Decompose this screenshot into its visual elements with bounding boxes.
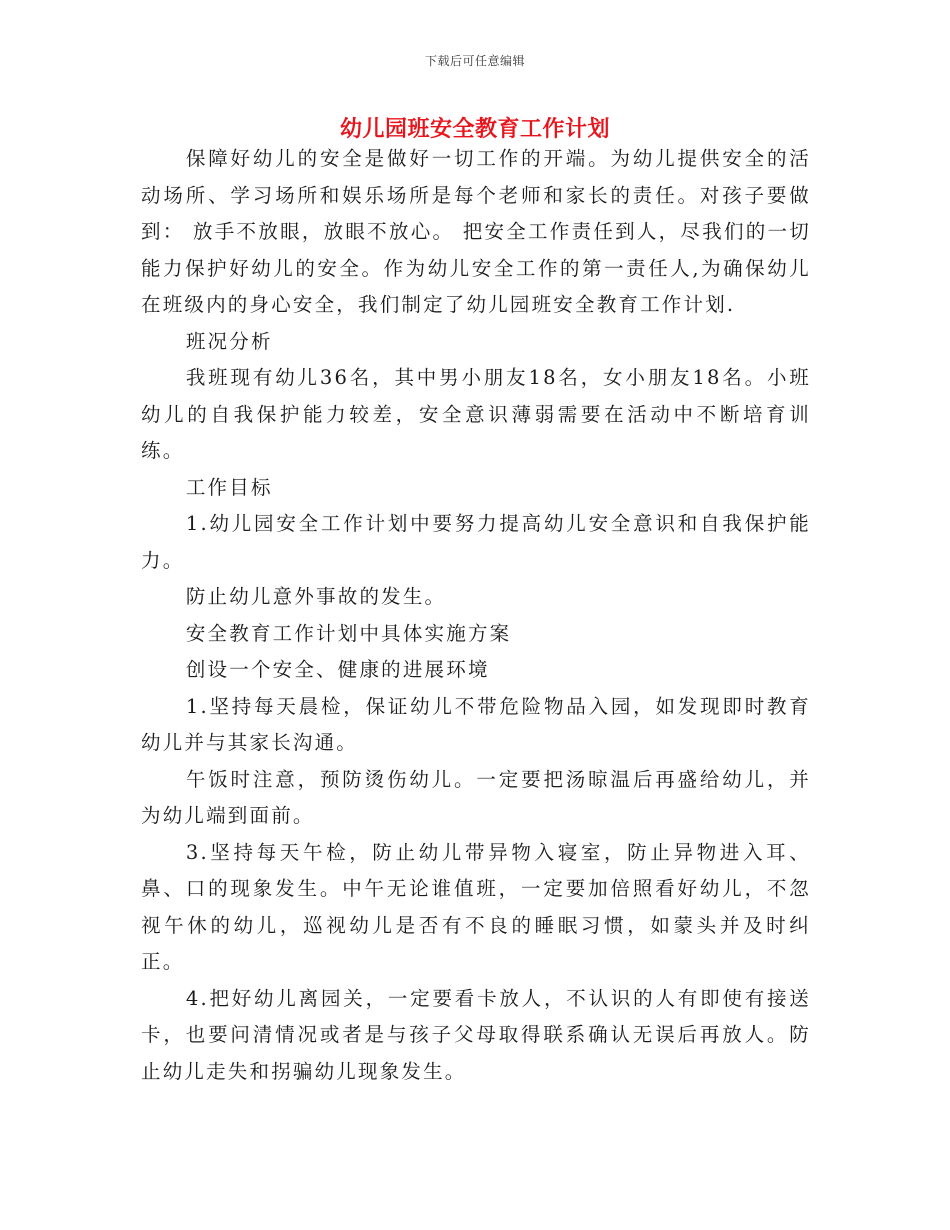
paragraph-measure-2: 午饭时注意，预防烫伤幼儿。一定要把汤晾温后再盛给幼儿，并为幼儿端到面前。 [141,767,811,827]
paragraph-goal-1: 1.幼儿园安全工作计划中要努力提高幼儿安全意识和自我保护能力。 [141,512,811,572]
paragraph-intro: 保障好幼儿的安全是做好一切工作的开端。为幼儿提供安全的活动场所、学习场所和娱乐场所是每个老师和家长的责任。对孩子要做到： 放手不放眼，放眼不放心。 把安全工作责任到人，尽我们的一切能力保护好幼儿的安全。作为幼儿安全工作的第一责任人,为确保幼儿在班级内的身心安全，我们制定了幼儿园班安全教育工作计划. [141,147,811,316]
heading-environment: 创设一个安全、健康的进展环境 [185,658,490,681]
paragraph-class-analysis: 我班现有幼儿36名，其中男小朋友18名，女小朋友18名。小班幼儿的自我保护能力较差，安全意识薄弱需要在活动中不断培育训练。 [141,366,811,462]
paragraph-goal-2: 防止幼儿意外事故的发生。 [185,585,447,608]
heading-implementation-plan: 安全教育工作计划中具体实施方案 [185,621,512,645]
document-title: 幼儿园班安全教育工作计划 [339,116,610,142]
heading-work-goals: 工作目标 [185,475,273,499]
paragraph-measure-4: 4.把好幼儿离园关，一定要看卡放人，不认识的人有即使有接送卡，也要问清情况或者是与孩子父母取得联系确认无误后再放人。防止幼儿走失和拐骗幼儿现象发生。 [141,986,811,1083]
paragraph-measure-3: 3.坚持每天午检，防止幼儿带异物入寝室，防止异物进入耳、鼻、口的现象发生。中午无论谁值班，一定要加倍照看好幼儿，不忽视午休的幼儿，巡视幼儿是否有不良的睡眠习惯，如蒙头并及时纠正。 [141,840,811,973]
paragraph-measure-1: 1.坚持每天晨检，保证幼儿不带危险物品入园，如发现即时教育幼儿并与其家长沟通。 [141,694,811,754]
document-body [141,141,811,1090]
page-header-note: 下载后可任意编辑 [424,54,525,68]
heading-class-analysis: 班况分析 [185,329,273,353]
